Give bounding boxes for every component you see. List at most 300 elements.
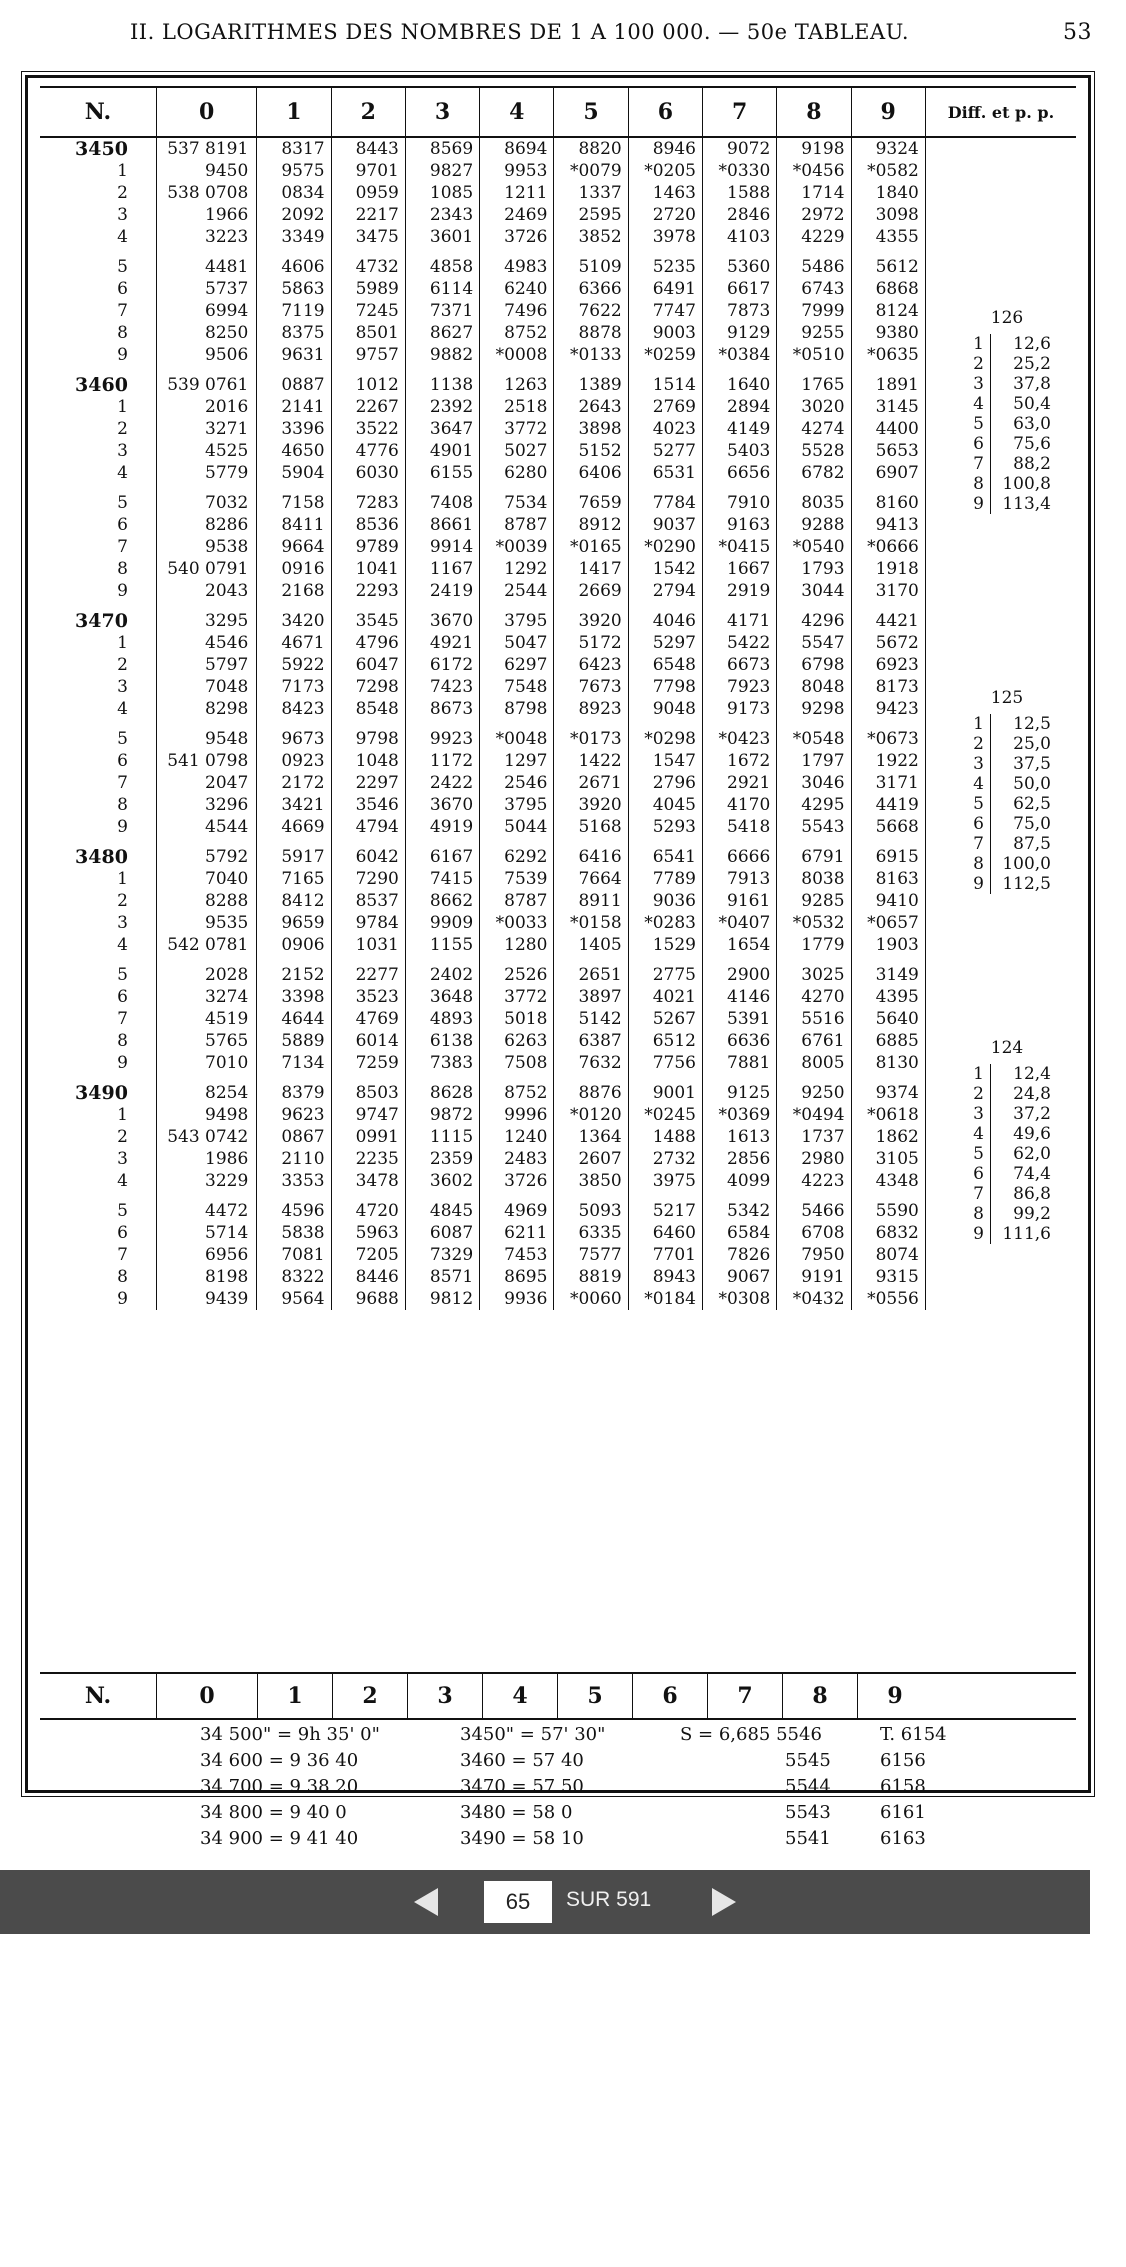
log-value: 3296 <box>156 794 256 816</box>
log-value: 2546 <box>480 772 554 794</box>
log-value: 2980 <box>777 1148 851 1170</box>
log-value: 4274 <box>777 418 851 440</box>
log-value: 3898 <box>554 418 628 440</box>
row-number: 1 <box>117 161 128 181</box>
log-value: 7290 <box>331 868 405 890</box>
pp-value: 75,0 <box>1013 814 1051 834</box>
log-value: 2043 <box>156 580 256 602</box>
log-value: 9161 <box>703 890 777 912</box>
log-value: 5543 <box>777 816 851 838</box>
log-value: 1172 <box>405 750 479 772</box>
pp-index: 3 <box>962 374 991 394</box>
pp-value: 37,8 <box>1013 374 1051 394</box>
log-value: 8250 <box>156 322 256 344</box>
log-value: 3171 <box>851 772 925 794</box>
log-value: 2794 <box>628 580 702 602</box>
row-number: 3460 <box>75 374 128 396</box>
row-number: 9 <box>117 345 128 365</box>
log-value: 7701 <box>628 1244 702 1266</box>
log-value: 7950 <box>777 1244 851 1266</box>
log-value: 3975 <box>628 1170 702 1192</box>
row-number: 9 <box>117 817 128 837</box>
log-value: 6172 <box>405 654 479 676</box>
log-value: 5714 <box>156 1222 256 1244</box>
log-value: 6155 <box>405 462 479 484</box>
log-value: 4170 <box>703 794 777 816</box>
log-value: 7283 <box>331 484 405 514</box>
log-value: 3602 <box>405 1170 479 1192</box>
log-value: 9450 <box>156 160 256 182</box>
log-value: 6617 <box>703 278 777 300</box>
pp-value: 87,5 <box>1013 834 1051 854</box>
log-value: 2544 <box>480 580 554 602</box>
log-value: 3475 <box>331 226 405 248</box>
pp-row <box>962 394 1052 414</box>
log-value: 5838 <box>257 1222 331 1244</box>
log-value: 3795 <box>480 602 554 632</box>
table-row <box>40 1126 1076 1148</box>
log-value: 1922 <box>851 750 925 772</box>
log-value: 9067 <box>703 1266 777 1288</box>
log-value: 9198 <box>777 137 851 160</box>
log-value: 5547 <box>777 632 851 654</box>
log-value: *0048 <box>480 720 554 750</box>
page-title: II. LOGARITHMES DES NOMBRES DE 1 A 100 000. — 50e TABLEAU. <box>130 20 910 44</box>
log-value: *0165 <box>554 536 628 558</box>
pp-value: 62,0 <box>1013 1144 1051 1164</box>
log-value: *0283 <box>628 912 702 934</box>
log-value: 8911 <box>554 890 628 912</box>
log-value: 2669 <box>554 580 628 602</box>
log-value: *0432 <box>777 1288 851 1310</box>
row-number: 1 <box>117 869 128 889</box>
log-value: 7577 <box>554 1244 628 1266</box>
log-value: 1840 <box>851 182 925 204</box>
table-row <box>40 838 1076 868</box>
log-value: 8286 <box>156 514 256 536</box>
row-number: 2 <box>117 1127 128 1147</box>
row-number: 5 <box>117 257 128 277</box>
pp-index: 7 <box>962 1184 991 1204</box>
log-value: 8254 <box>156 1074 256 1104</box>
pp-index: 9 <box>962 874 991 894</box>
log-value: 9125 <box>703 1074 777 1104</box>
pp-block <box>962 308 1052 514</box>
log-value: 8819 <box>554 1266 628 1288</box>
pp-index: 5 <box>962 1144 991 1164</box>
log-value: 2359 <box>405 1148 479 1170</box>
row-number: 8 <box>117 323 128 343</box>
log-value: 4969 <box>480 1192 554 1222</box>
log-value: 8536 <box>331 514 405 536</box>
log-value: 5963 <box>331 1222 405 1244</box>
pp-value: 75,6 <box>1013 434 1051 454</box>
log-value: *0245 <box>628 1104 702 1126</box>
log-value: 7548 <box>480 676 554 698</box>
log-value: 7999 <box>777 300 851 322</box>
row-number: 8 <box>117 1031 128 1051</box>
table-frame <box>25 75 1091 1849</box>
footer-column-header: 1 <box>257 1674 332 1718</box>
log-value: *0532 <box>777 912 851 934</box>
log-value: *0673 <box>851 720 925 750</box>
table-row <box>40 1052 1076 1074</box>
log-value: 2141 <box>257 396 331 418</box>
log-value: 4045 <box>628 794 702 816</box>
log-value: 4270 <box>777 986 851 1008</box>
log-value: 1417 <box>554 558 628 580</box>
table-row <box>40 160 1076 182</box>
log-value: 8446 <box>331 1266 405 1288</box>
log-value: 9173 <box>703 698 777 720</box>
table-row <box>40 418 1076 440</box>
log-value: *0666 <box>851 536 925 558</box>
log-value: 3670 <box>405 794 479 816</box>
table-row <box>40 182 1076 204</box>
row-number: 1 <box>117 397 128 417</box>
log-value: 4296 <box>777 602 851 632</box>
log-value: 6907 <box>851 462 925 484</box>
log-value: 8878 <box>554 322 628 344</box>
log-value: 9909 <box>405 912 479 934</box>
log-value: 6167 <box>405 838 479 868</box>
log-value: 8443 <box>331 137 405 160</box>
log-value: *0415 <box>703 536 777 558</box>
log-value: 5516 <box>777 1008 851 1030</box>
log-value: 1422 <box>554 750 628 772</box>
pp-index: 7 <box>962 834 991 854</box>
pp-index: 3 <box>962 1104 991 1124</box>
log-value: 1529 <box>628 934 702 956</box>
row-number: 9 <box>117 581 128 601</box>
table-row <box>40 1030 1076 1052</box>
log-value: 9413 <box>851 514 925 536</box>
pp-value: 88,2 <box>1013 454 1051 474</box>
log-value: 5765 <box>156 1030 256 1052</box>
row-number: 4 <box>117 1171 128 1191</box>
log-value: 6656 <box>703 462 777 484</box>
log-value: *0308 <box>703 1288 777 1310</box>
footer-column-header: 2 <box>332 1674 407 1718</box>
log-value: 7165 <box>257 868 331 890</box>
log-value: 5277 <box>628 440 702 462</box>
note-line <box>40 1828 1076 1854</box>
note-text: 3450" = 57' 30" <box>460 1724 606 1745</box>
log-value: 4021 <box>628 986 702 1008</box>
row-number: 3 <box>117 913 128 933</box>
log-value: 4720 <box>331 1192 405 1222</box>
row-number: 3 <box>117 441 128 461</box>
table-row <box>40 1192 1076 1222</box>
log-value: 4472 <box>156 1192 256 1222</box>
log-value: 2469 <box>480 204 554 226</box>
log-value: 2217 <box>331 204 405 226</box>
log-value: 9923 <box>405 720 479 750</box>
log-value: 8005 <box>777 1052 851 1074</box>
row-number: 7 <box>117 301 128 321</box>
note-text: 6161 <box>880 1802 926 1823</box>
log-value: 7873 <box>703 300 777 322</box>
log-value: 6423 <box>554 654 628 676</box>
log-value: 4596 <box>257 1192 331 1222</box>
log-value: 2110 <box>257 1148 331 1170</box>
log-value: 3396 <box>257 418 331 440</box>
pp-value: 49,6 <box>1013 1124 1051 1144</box>
table-row <box>40 956 1076 986</box>
log-value: 8662 <box>405 890 479 912</box>
log-value: 5653 <box>851 440 925 462</box>
pp-value: 12,4 <box>1013 1064 1051 1084</box>
log-value: 3647 <box>405 418 479 440</box>
log-value: 2607 <box>554 1148 628 1170</box>
log-value: 4732 <box>331 248 405 278</box>
log-value: 2047 <box>156 772 256 794</box>
log-value: 4146 <box>703 986 777 1008</box>
log-value: 0916 <box>257 558 331 580</box>
log-value: 5889 <box>257 1030 331 1052</box>
row-number: 6 <box>117 515 128 535</box>
log-value: 9882 <box>405 344 479 366</box>
table-body <box>40 137 1076 1310</box>
log-value: 3726 <box>480 226 554 248</box>
log-value: 6292 <box>480 838 554 868</box>
log-value: 2343 <box>405 204 479 226</box>
log-value: 9498 <box>156 1104 256 1126</box>
log-value: 3145 <box>851 396 925 418</box>
log-value: 2483 <box>480 1148 554 1170</box>
log-value: 1797 <box>777 750 851 772</box>
log-value: 7622 <box>554 300 628 322</box>
footer-column-header: 0 <box>156 1674 257 1718</box>
log-value: 5792 <box>156 838 256 868</box>
footer-column-header: 9 <box>857 1674 932 1718</box>
log-value: 1138 <box>405 366 479 396</box>
log-value: 5217 <box>628 1192 702 1222</box>
row-number: 2 <box>117 891 128 911</box>
pp-row <box>962 1104 1052 1124</box>
table-row <box>40 1288 1076 1310</box>
log-value: 4395 <box>851 986 925 1008</box>
log-value: 3545 <box>331 602 405 632</box>
log-value: 8628 <box>405 1074 479 1104</box>
row-number: 5 <box>117 493 128 513</box>
log-value: 0867 <box>257 1126 331 1148</box>
log-value: 7383 <box>405 1052 479 1074</box>
log-value: 6915 <box>851 838 925 868</box>
log-value: 6416 <box>554 838 628 868</box>
log-value: 8912 <box>554 514 628 536</box>
pp-row <box>962 834 1052 854</box>
log-value: 1793 <box>777 558 851 580</box>
log-value: 3523 <box>331 986 405 1008</box>
table-row <box>40 1148 1076 1170</box>
log-value: 9439 <box>156 1288 256 1310</box>
row-number: 3490 <box>75 1082 128 1104</box>
footer-column-header: 3 <box>407 1674 482 1718</box>
pp-row <box>962 794 1052 814</box>
row-number: 4 <box>117 699 128 719</box>
note-text: 34 500" = 9h 35' 0" <box>200 1724 380 1745</box>
log-value: *0008 <box>480 344 554 366</box>
log-value: 543 0742 <box>156 1126 256 1148</box>
log-value: 5267 <box>628 1008 702 1030</box>
table-row <box>40 278 1076 300</box>
log-value: 2293 <box>331 580 405 602</box>
pp-row <box>962 1084 1052 1104</box>
log-value: 4519 <box>156 1008 256 1030</box>
log-value: 6240 <box>480 278 554 300</box>
pp-index: 9 <box>962 494 991 514</box>
log-value: 3349 <box>257 226 331 248</box>
log-value: 3772 <box>480 986 554 1008</box>
log-value: 9688 <box>331 1288 405 1310</box>
log-value: 2846 <box>703 204 777 226</box>
log-value: 8787 <box>480 890 554 912</box>
log-value: 4546 <box>156 632 256 654</box>
log-value: 4348 <box>851 1170 925 1192</box>
log-value: 4901 <box>405 440 479 462</box>
table-row <box>40 676 1076 698</box>
row-number: 7 <box>117 1009 128 1029</box>
table-row <box>40 536 1076 558</box>
pp-row <box>962 1064 1052 1084</box>
log-value: 6673 <box>703 654 777 676</box>
note-text: 5541 <box>785 1828 831 1849</box>
pp-row <box>962 1204 1052 1224</box>
row-number: 8 <box>117 1267 128 1287</box>
pp-value: 24,8 <box>1013 1084 1051 1104</box>
log-value: 4794 <box>331 816 405 838</box>
table-row <box>40 226 1076 248</box>
table-row <box>40 1104 1076 1126</box>
log-value: 8130 <box>851 1052 925 1074</box>
pp-index: 6 <box>962 434 991 454</box>
log-value: 4544 <box>156 816 256 838</box>
pp-row <box>962 1224 1052 1244</box>
note-text: 34 800 = 9 40 0 <box>200 1802 347 1823</box>
log-value: 3978 <box>628 226 702 248</box>
log-value: 1167 <box>405 558 479 580</box>
pp-row <box>962 1164 1052 1184</box>
log-value: 8943 <box>628 1266 702 1288</box>
log-value: 7010 <box>156 1052 256 1074</box>
log-value: *0657 <box>851 912 925 934</box>
pp-row <box>962 354 1052 374</box>
log-value: 9784 <box>331 912 405 934</box>
pp-row <box>962 754 1052 774</box>
log-value: 3229 <box>156 1170 256 1192</box>
log-value: 6584 <box>703 1222 777 1244</box>
log-value: 3295 <box>156 602 256 632</box>
log-value: 5360 <box>703 248 777 278</box>
log-value: 2775 <box>628 956 702 986</box>
row-number: 8 <box>117 559 128 579</box>
log-value: 2643 <box>554 396 628 418</box>
log-value: *0494 <box>777 1104 851 1126</box>
pp-value: 12,6 <box>1013 334 1051 354</box>
pp-row <box>962 494 1052 514</box>
row-number: 4 <box>117 463 128 483</box>
log-value: 5779 <box>156 462 256 484</box>
log-value: 9798 <box>331 720 405 750</box>
log-value: 4776 <box>331 440 405 462</box>
log-value: 7910 <box>703 484 777 514</box>
table-row <box>40 366 1076 396</box>
log-value: 2796 <box>628 772 702 794</box>
row-number: 1 <box>117 633 128 653</box>
log-value: 9996 <box>480 1104 554 1126</box>
log-value: 7659 <box>554 484 628 514</box>
log-value: 1918 <box>851 558 925 580</box>
log-value: 8569 <box>405 137 479 160</box>
page-header <box>130 16 1104 50</box>
table-row <box>40 440 1076 462</box>
log-value: 4419 <box>851 794 925 816</box>
log-value: 5047 <box>480 632 554 654</box>
log-value: 7173 <box>257 676 331 698</box>
page-navigation-bar <box>0 1870 1090 1934</box>
log-value: 9129 <box>703 322 777 344</box>
log-value: 8035 <box>777 484 851 514</box>
log-value: 3897 <box>554 986 628 1008</box>
log-value: 5528 <box>777 440 851 462</box>
log-value: 5293 <box>628 816 702 838</box>
note-text: S = 6,685 5546 <box>680 1724 822 1745</box>
log-value: 3271 <box>156 418 256 440</box>
log-value: 3046 <box>777 772 851 794</box>
page-number-input[interactable] <box>484 1881 552 1923</box>
log-value: 9374 <box>851 1074 925 1104</box>
note-text: 5545 <box>785 1750 831 1771</box>
log-value: 9423 <box>851 698 925 720</box>
log-value: 537 8191 <box>156 137 256 160</box>
pp-index: 7 <box>962 454 991 474</box>
row-number: 3 <box>117 205 128 225</box>
log-value: 4796 <box>331 632 405 654</box>
log-value: 1488 <box>628 1126 702 1148</box>
log-value: 3398 <box>257 986 331 1008</box>
note-line <box>40 1750 1076 1776</box>
pp-row <box>962 474 1052 494</box>
log-value: 8548 <box>331 698 405 720</box>
pp-value: 63,0 <box>1013 414 1051 434</box>
page-number: 53 <box>1063 20 1092 45</box>
log-value: 2297 <box>331 772 405 794</box>
log-value: 6531 <box>628 462 702 484</box>
pp-value: 62,5 <box>1013 794 1051 814</box>
log-value: 9659 <box>257 912 331 934</box>
log-value: 8503 <box>331 1074 405 1104</box>
table-row <box>40 816 1076 838</box>
log-value: 6087 <box>405 1222 479 1244</box>
log-value: 3098 <box>851 204 925 226</box>
previous-page-button[interactable] <box>414 1888 438 1916</box>
note-text: 5544 <box>785 1776 831 1797</box>
log-value: 9631 <box>257 344 331 366</box>
log-value: 7756 <box>628 1052 702 1074</box>
pp-row <box>962 334 1052 354</box>
next-page-button[interactable] <box>712 1888 736 1916</box>
log-value: 1012 <box>331 366 405 396</box>
table-row <box>40 602 1076 632</box>
log-value: 8074 <box>851 1244 925 1266</box>
log-value: 7408 <box>405 484 479 514</box>
log-value: 4355 <box>851 226 925 248</box>
log-value: *0456 <box>777 160 851 182</box>
log-value: 9812 <box>405 1288 479 1310</box>
log-value: 7158 <box>257 484 331 514</box>
log-value: 7789 <box>628 868 702 890</box>
